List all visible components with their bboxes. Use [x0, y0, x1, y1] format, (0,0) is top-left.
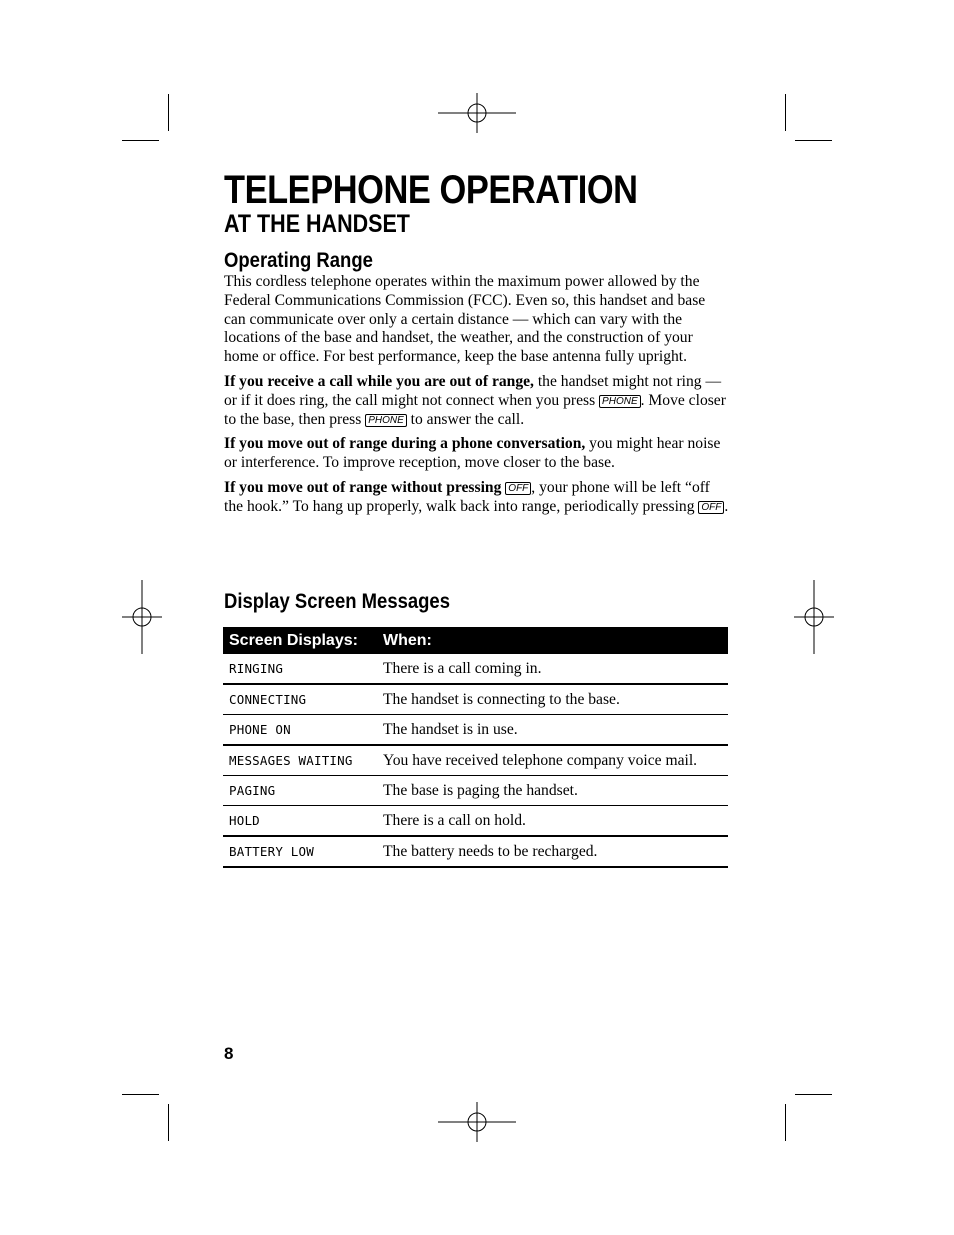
off-key-icon: OFF [698, 501, 724, 514]
table-row [223, 806, 728, 837]
paragraph: This cordless telephone operates within the maximum power allowed by the Federal Communications Commission (FCC). Even so, this handset and base can communicate over only a certain distance — which can vary with the locations of the base and handset, the weather, and the construction of your home or office. For best performance, keep the base antenna fully upright. [224, 273, 706, 366]
operating-range-body [224, 273, 730, 523]
page-subtitle: AT THE HANDSET [224, 210, 410, 238]
when-text: The base is paging the handset. [377, 776, 728, 806]
column-header-when: When: [377, 627, 728, 654]
registration-mark-icon [794, 580, 834, 654]
registration-mark-icon [122, 580, 162, 654]
when-text: The battery needs to be recharged. [377, 836, 728, 867]
screen-display-text: CONNECTING [223, 684, 377, 715]
table-header-row [223, 627, 728, 654]
table-row [223, 776, 728, 806]
phone-key-icon: PHONE [599, 395, 641, 408]
display-messages-table [223, 627, 728, 868]
paragraph [224, 373, 730, 429]
paragraph [224, 435, 730, 473]
text: the handset might not ring — or if it does ring, the call might not connect when you press [224, 372, 722, 409]
screen-display-text: PHONE ON [223, 715, 377, 746]
bold-lead: If you move out of range during a phone conversation, [224, 435, 586, 453]
crop-mark [122, 1094, 159, 1095]
when-text: The handset is in use. [377, 715, 728, 746]
bold-lead: If you receive a call while you are out of range, [224, 372, 534, 390]
screen-display-text: PAGING [223, 776, 377, 806]
section-heading-operating-range: Operating Range [224, 249, 373, 272]
screen-display-text: BATTERY LOW [223, 836, 377, 867]
page-title: TELEPHONE OPERATION [224, 168, 638, 212]
text: , your phone will be left “off the hook.” To hang up properly, walk back into range, periodically pressing [224, 478, 710, 515]
crop-mark [795, 1094, 832, 1095]
registration-mark-icon [438, 93, 516, 133]
registration-mark-icon [438, 1102, 516, 1142]
text: . [724, 497, 729, 515]
crop-mark [168, 94, 169, 131]
text: you might hear noise or interference. To improve reception, move closer to the base. [224, 435, 721, 472]
off-key-icon: OFF [505, 482, 531, 495]
when-text: You have received telephone company voice mail. [377, 745, 728, 776]
screen-display-text: MESSAGES WAITING [223, 745, 377, 776]
phone-key-icon: PHONE [365, 414, 407, 427]
crop-mark [795, 140, 832, 141]
table-row [223, 715, 728, 746]
crop-mark [122, 140, 159, 141]
table-row [223, 836, 728, 867]
bold-lead: If you move out of range without pressing [224, 478, 502, 496]
screen-display-text: RINGING [223, 654, 377, 684]
paragraph [224, 479, 730, 517]
crop-mark [785, 94, 786, 131]
table-row [223, 654, 728, 684]
page-number: 8 [224, 1044, 234, 1063]
screen-display-text: HOLD [223, 806, 377, 837]
column-header-screen-displays: Screen Displays: [223, 627, 377, 654]
text: to answer the call. [406, 410, 525, 428]
table-row [223, 684, 728, 715]
table-row [223, 745, 728, 776]
section-heading-display-messages: Display Screen Messages [224, 590, 450, 613]
when-text: There is a call on hold. [377, 806, 728, 837]
text: . Move closer to the base, then press [224, 391, 726, 428]
crop-mark [168, 1104, 169, 1141]
when-text: There is a call coming in. [377, 654, 728, 684]
crop-mark [785, 1104, 786, 1141]
when-text: The handset is connecting to the base. [377, 684, 728, 715]
